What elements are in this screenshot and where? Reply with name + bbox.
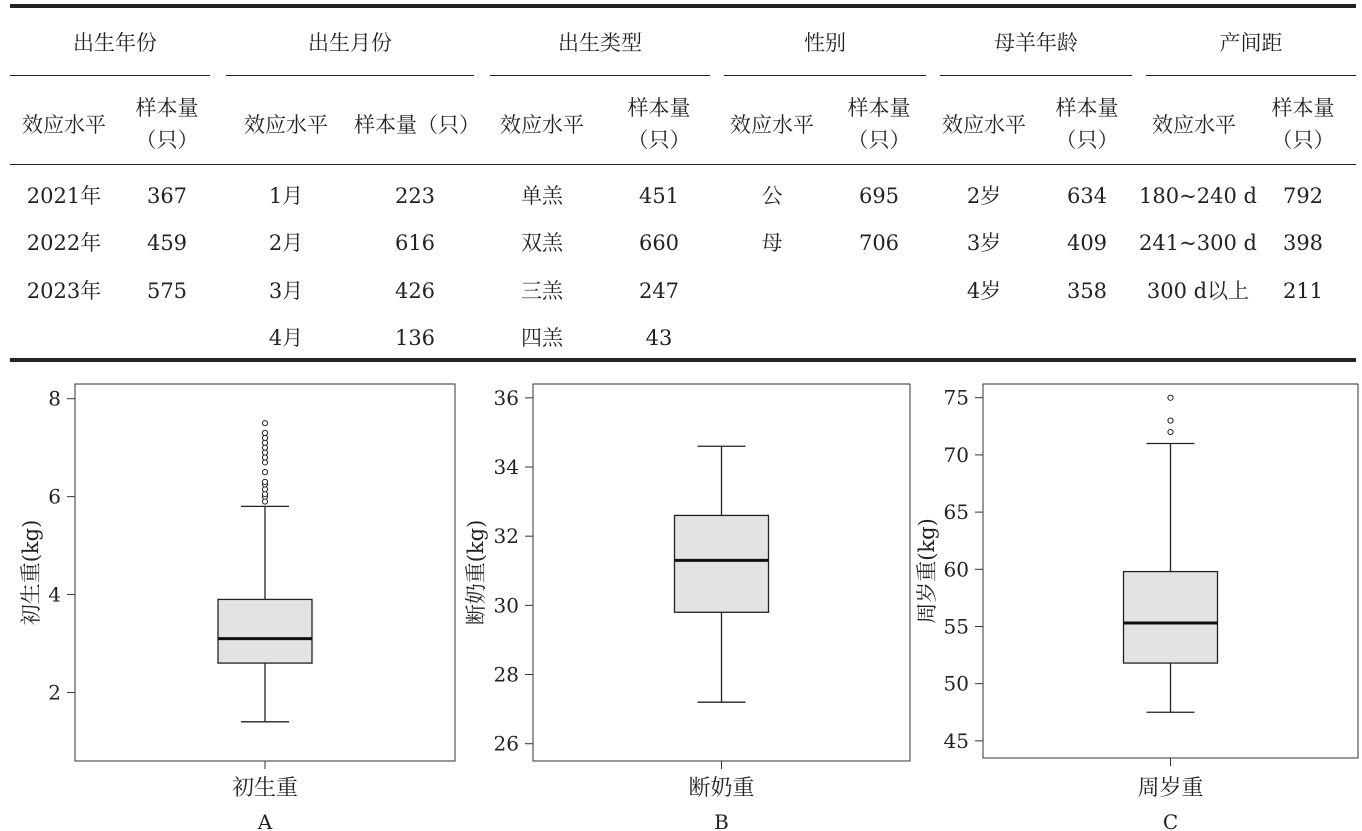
- table-bottom-rule: [10, 358, 1356, 362]
- x-axis-label: 断奶重: [688, 776, 755, 801]
- cell-effect: 1月: [268, 184, 304, 208]
- col-header-effect: 效应水平: [500, 113, 584, 137]
- cell-n: 634: [1066, 184, 1108, 208]
- iqr-box: [1124, 572, 1218, 663]
- cell-n: 223: [394, 184, 436, 208]
- iqr-box: [218, 599, 312, 663]
- cell-n: 409: [1066, 231, 1108, 255]
- cell-effect: 双羔: [521, 231, 563, 255]
- table-top-rule: [10, 4, 1356, 8]
- cell-effect: 公: [761, 184, 783, 208]
- cell-n: 211: [1282, 279, 1324, 303]
- y-tick-label: 70: [943, 442, 969, 467]
- col-header-effect: 效应水平: [244, 113, 328, 137]
- outlier-point: [262, 479, 267, 484]
- y-axis-label: 断奶重(kg): [464, 519, 488, 626]
- group-underline: [490, 75, 710, 76]
- cell-effect: 2月: [268, 231, 304, 255]
- cell-n: 616: [394, 231, 436, 255]
- y-tick-label: 36: [493, 385, 519, 410]
- y-axis-label: 初生重(kg): [19, 519, 43, 626]
- y-tick-label: 75: [943, 385, 969, 410]
- cell-effect: 三羔: [521, 279, 563, 303]
- col-header-n: 样本量 （只）: [1271, 96, 1335, 152]
- panel-label: C: [1162, 810, 1179, 831]
- cell-effect: 3月: [268, 279, 304, 303]
- group-title: 性别: [804, 31, 846, 55]
- cell-n: 426: [394, 279, 436, 303]
- cell-effect: 单羔: [521, 184, 563, 208]
- y-tick-label: 8: [48, 386, 61, 411]
- cell-n: 358: [1066, 279, 1108, 303]
- group-underline: [940, 75, 1132, 76]
- y-tick-label: 4: [48, 582, 61, 607]
- col-header-n: 样本量 （只）: [135, 96, 199, 152]
- y-tick-label: 34: [493, 455, 519, 480]
- y-tick-label: 60: [943, 557, 969, 582]
- col-header-effect: 效应水平: [22, 113, 106, 137]
- cell-effect: 241~300 d: [1139, 231, 1257, 255]
- cell-n: 43: [645, 326, 673, 350]
- cell-effect: 2岁: [966, 184, 1002, 208]
- y-tick-label: 55: [943, 614, 969, 639]
- group-title: 母羊年龄: [994, 31, 1078, 55]
- header-rule: [10, 164, 1356, 165]
- cell-effect: 母: [761, 231, 783, 255]
- outlier-point: [262, 430, 267, 435]
- cell-effect: 2023年: [26, 279, 102, 303]
- panel-label: A: [257, 810, 273, 831]
- y-tick-label: 2: [48, 680, 61, 705]
- col-header-n: 样本量 （只）: [1055, 96, 1119, 152]
- y-tick-label: 28: [493, 662, 519, 687]
- cell-n: 247: [638, 279, 680, 303]
- outlier-point: [1168, 395, 1173, 400]
- cell-n: 575: [146, 279, 188, 303]
- col-header-effect: 效应水平: [730, 113, 814, 137]
- cell-effect: 180~240 d: [1139, 184, 1257, 208]
- group-title: 出生类型: [558, 31, 642, 55]
- outlier-point: [262, 470, 267, 475]
- cell-n: 459: [146, 231, 188, 255]
- cell-effect: 4月: [268, 326, 304, 350]
- group-underline: [226, 75, 474, 76]
- summary-table: [0, 0, 1362, 365]
- cell-effect: 2021年: [26, 184, 102, 208]
- panel-label: B: [714, 810, 729, 831]
- outlier-point: [1168, 429, 1173, 434]
- outlier-point: [1168, 418, 1173, 423]
- cell-effect: 四羔: [521, 326, 563, 350]
- cell-effect: 4岁: [966, 279, 1002, 303]
- group-title: 产间距: [1219, 31, 1283, 55]
- y-tick-label: 32: [493, 524, 519, 549]
- boxplot-figure: [0, 365, 1362, 831]
- cell-effect: 300 d以上: [1146, 279, 1250, 303]
- y-axis-label: 周岁重(kg): [915, 518, 939, 624]
- cell-n: 398: [1282, 231, 1324, 255]
- y-tick-label: 26: [493, 731, 519, 756]
- cell-n: 660: [638, 231, 680, 255]
- col-header-effect: 效应水平: [942, 113, 1026, 137]
- x-axis-label: 初生重: [231, 776, 299, 801]
- cell-n: 792: [1282, 184, 1324, 208]
- cell-effect: 3岁: [966, 231, 1002, 255]
- iqr-box: [675, 515, 769, 612]
- group-underline: [1146, 75, 1356, 76]
- group-underline: [724, 75, 926, 76]
- outlier-point: [262, 421, 267, 426]
- cell-n: 695: [858, 184, 900, 208]
- x-axis-label: 周岁重: [1137, 776, 1204, 801]
- cell-n: 451: [638, 184, 680, 208]
- group-title: 出生年份: [73, 31, 157, 55]
- cell-n: 367: [146, 184, 188, 208]
- col-header-n: 样本量 （只）: [627, 96, 691, 152]
- y-tick-label: 30: [493, 593, 519, 618]
- y-tick-label: 50: [943, 671, 969, 696]
- col-header-n: 样本量 （只）: [847, 96, 911, 152]
- y-tick-label: 65: [943, 500, 969, 525]
- group-title: 出生月份: [308, 31, 392, 55]
- y-tick-label: 6: [48, 484, 61, 509]
- cell-n: 136: [394, 326, 436, 350]
- cell-n: 706: [858, 231, 900, 255]
- cell-effect: 2022年: [26, 231, 102, 255]
- y-tick-label: 45: [943, 728, 969, 753]
- col-header-n: 样本量（只）: [354, 113, 480, 137]
- group-underline: [10, 75, 210, 76]
- col-header-effect: 效应水平: [1152, 113, 1236, 137]
